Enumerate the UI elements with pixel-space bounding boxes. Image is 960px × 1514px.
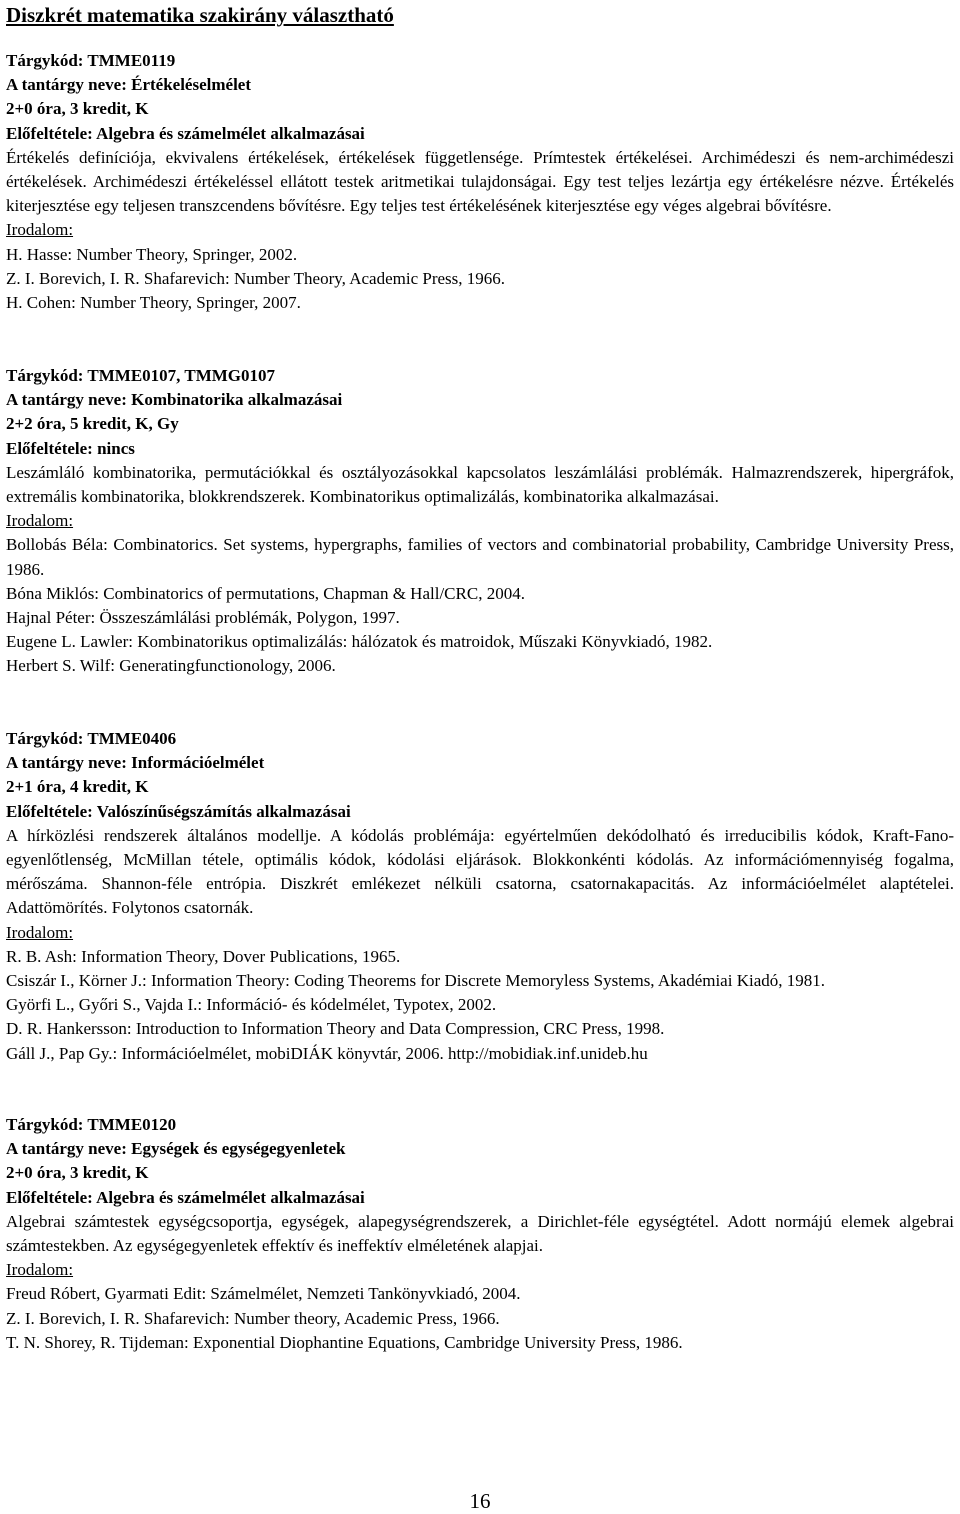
course-code: Tárgykód: TMME0406 (6, 729, 177, 748)
course-name: A tantárgy neve: Egységek és egységegyenletek (6, 1139, 346, 1159)
literature-heading: Irodalom: (6, 1260, 74, 1280)
course-prerequisite: Előfeltétele: Algebra és számelmélet alkalmazásai (6, 123, 365, 143)
course-section-tmme0120 (6, 1113, 954, 1355)
course-description: Értékelés definíciója, ekvivalens értékelések, értékelések függetlensége. Prímtestek értékelései. Archimédeszi és nem-archimédeszi értékelések. Archimédeszi értékeléssel ellátott testek aritmetikai tulajdonságai. Egy test teljes lezártja egy értékelésre nézve. Értékelés kiterjesztése egy teljesen transzcendens bővítésre. Egy teljes test értékelésének kiterjesztése egy véges algebrai bővítésre. (6, 147, 954, 216)
course-name: A tantárgy neve: Kombinatorika alkalmazásai (6, 390, 343, 410)
reference-item: Freud Róbert, Gyarmati Edit: Számelmélet, Nemzeti Tankönyvkiadó, 2004. (6, 1284, 521, 1304)
course-hours: 2+1 óra, 4 kredit, K (6, 777, 149, 797)
reference-item: D. R. Hankersson: Introduction to Information Theory and Data Compression, CRC Press, 1998. (6, 1019, 665, 1039)
course-hours: 2+0 óra, 3 kredit, K (6, 1163, 149, 1183)
reference-item: R. B. Ash: Information Theory, Dover Publications, 1965. (6, 946, 401, 966)
course-description: A hírközlési rendszerek általános modellje. A kódolás problémája: egyértelműen dekódolható és irreducibilis kódok, Kraft-Fano-egyenlőtlenség, McMillan tétele, optimális kódok, kódolási eljárások. Blokkonkénti kódolás. Az információmennyiség fogalma, mérőszáma. Shannon-féle entrópia. Diszkrét emlékezet nélküli csatorna, csatornakapacitás. Az információelmélet alaptételei. Adattömörítés. Folytonos csatornák. (6, 825, 954, 918)
document-title: Diszkrét matematika szakirány választható (6, 3, 394, 27)
page-number: 16 (469, 1489, 491, 1513)
reference-item: Herbert S. Wilf: Generatingfunctionology, 2006. (6, 656, 336, 676)
course-prerequisite: Előfeltétele: Algebra és számelmélet alkalmazásai (6, 1187, 365, 1207)
reference-item: Z. I. Borevich, I. R. Shafarevich: Number theory, Academic Press, 1966. (6, 1308, 500, 1328)
reference-item: Györfi L., Győri S., Vajda I.: Információ- és kódelmélet, Typotex, 2002. (6, 995, 497, 1015)
course-section-tmme0107 (6, 364, 954, 679)
reference-item: Hajnal Péter: Összeszámlálási problémák, Polygon, 1997. (6, 608, 400, 628)
course-prerequisite: Előfeltétele: Valószínűségszámítás alkalmazásai (6, 801, 351, 821)
course-description: Leszámláló kombinatorika, permutációkkal és osztályozásokkal kapcsolatos leszámlálási problémák. Halmazrendszerek, hipergráfok, extremális kombinatorika, blokkrendszerek. Kombinatorikus optimalizálás, kombinatorika alkalmazásai. (6, 462, 954, 507)
course-section-tmme0119 (6, 49, 954, 315)
reference-item: Bollobás Béla: Combinatorics. Set systems, hypergraphs, families of vectors and combinatorial probability, Cambridge University Press, 1986. (6, 535, 954, 579)
reference-item: Bóna Miklós: Combinatorics of permutations, Chapman & Hall/CRC, 2004. (6, 583, 525, 603)
course-prerequisite: Előfeltétele: nincs (6, 438, 135, 458)
course-hours: 2+0 óra, 3 kredit, K (6, 99, 149, 119)
reference-item: Z. I. Borevich, I. R. Shafarevich: Number Theory, Academic Press, 1966. (6, 268, 506, 288)
course-hours: 2+2 óra, 5 kredit, K, Gy (6, 414, 179, 434)
course-code: Tárgykód: TMME0120 (6, 1115, 177, 1134)
reference-item: H. Cohen: Number Theory, Springer, 2007. (6, 293, 301, 313)
course-name: A tantárgy neve: Információelmélet (6, 753, 265, 773)
reference-item: H. Hasse: Number Theory, Springer, 2002. (6, 244, 298, 264)
reference-item: Eugene L. Lawler: Kombinatorikus optimalizálás: hálózatok és matroidok, Műszaki Könyvkiadó, 1982. (6, 632, 713, 652)
course-section-tmme0406 (6, 727, 954, 1066)
literature-heading: Irodalom: (6, 511, 74, 531)
course-name: A tantárgy neve: Értékeléselmélet (6, 75, 251, 95)
reference-item: Csiszár I., Körner J.: Information Theory: Coding Theorems for Discrete Memoryless Systems, Akadémiai Kiadó, 1981. (6, 971, 825, 991)
course-description: Algebrai számtestek egységcsoportja, egységek, alapegységrendszerek, a Dirichlet-féle egységtétel. Adott normájú elemek algebrai számtestekben. Az egységegyenletek effektív és ineffektív elméletének alapjai. (6, 1211, 954, 1256)
reference-item: T. N. Shorey, R. Tijdeman: Exponential Diophantine Equations, Cambridge University Press, 1986. (6, 1332, 683, 1352)
reference-item: Gáll J., Pap Gy.: Információelmélet, mobiDIÁK könyvtár, 2006. http://mobidiak.inf.unideb.hu (6, 1043, 648, 1063)
literature-heading: Irodalom: (6, 922, 74, 942)
course-code: Tárgykód: TMME0107, TMMG0107 (6, 366, 276, 385)
literature-heading: Irodalom: (6, 220, 74, 240)
course-code: Tárgykód: TMME0119 (6, 51, 176, 70)
